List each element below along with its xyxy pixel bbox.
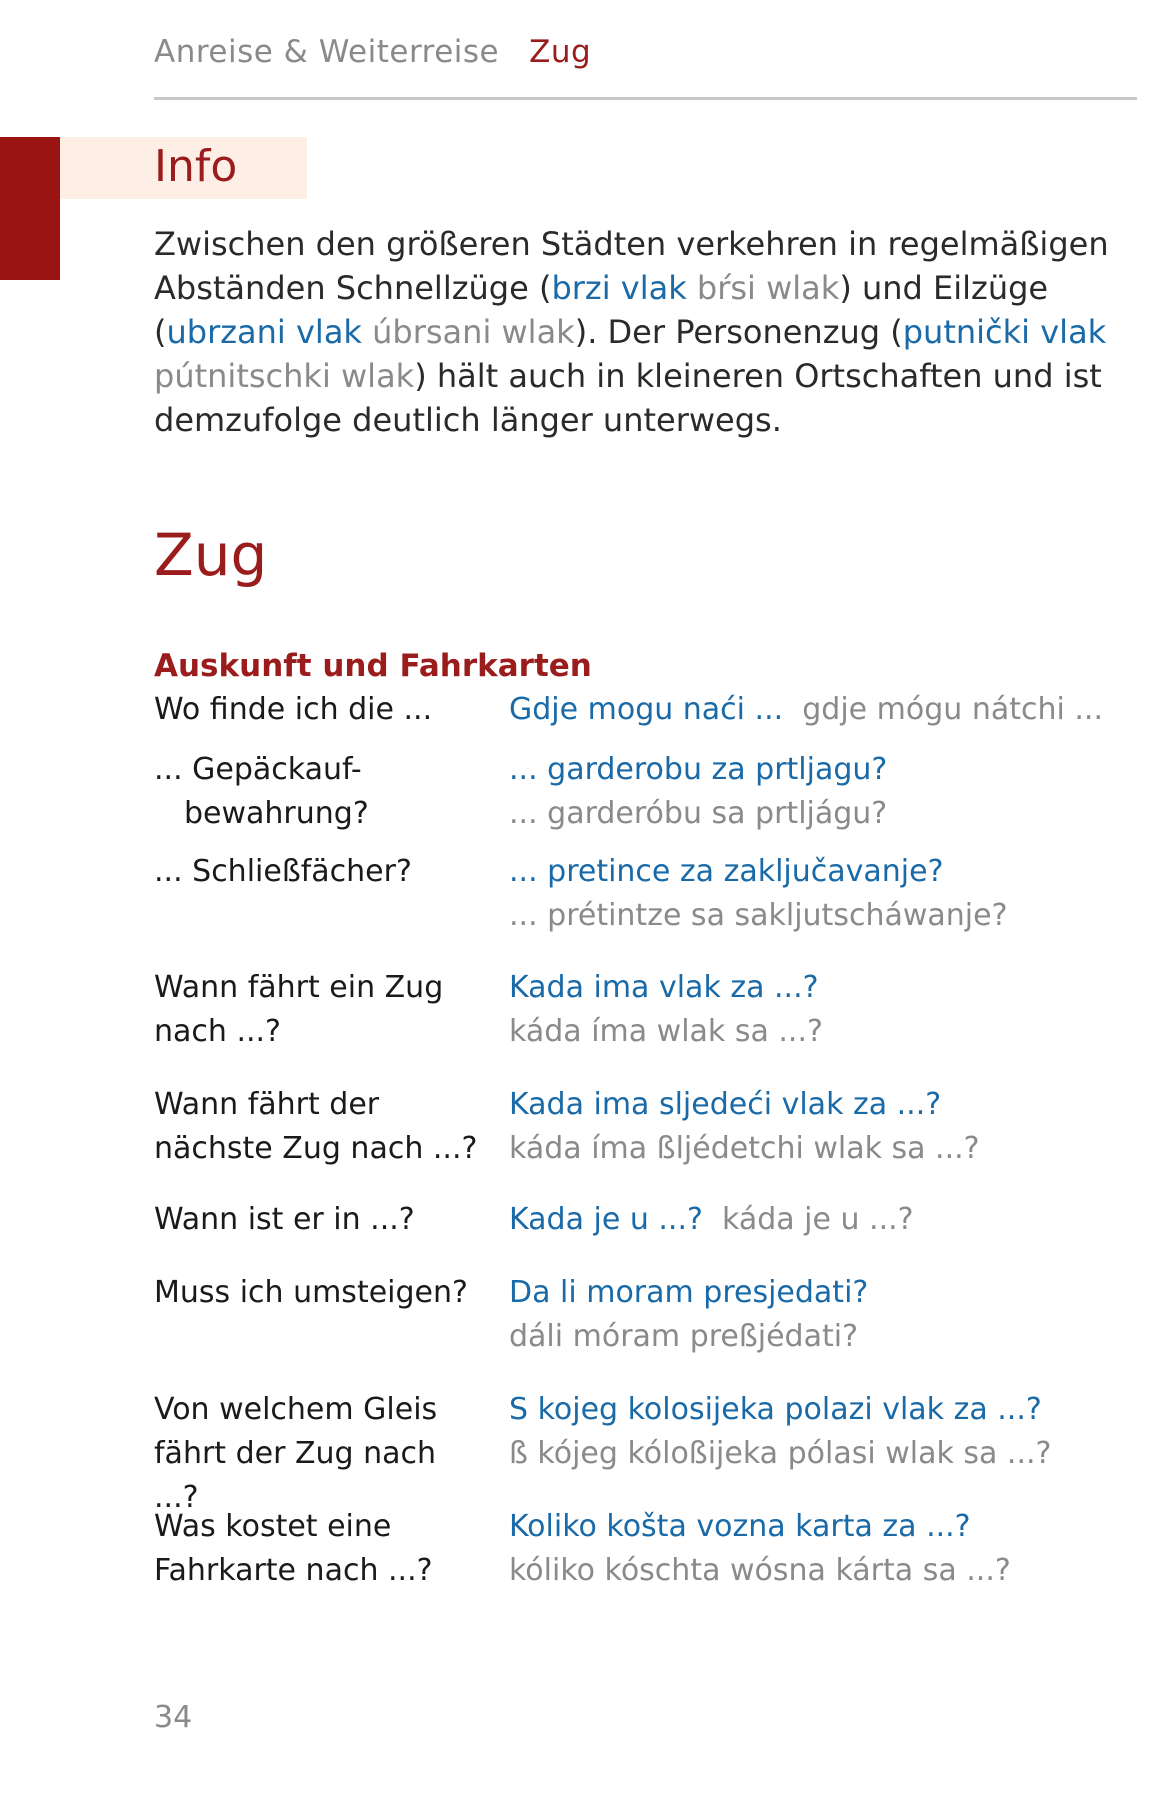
phrase-croatian: Kada je u ...? [509, 1202, 703, 1237]
header-topic: Zug [529, 34, 592, 70]
phrase-croatian: ... garderobu za prtljagu? [509, 752, 888, 787]
info-title: Info [154, 141, 238, 192]
header-rule [154, 97, 1137, 100]
info-pron-2: úbrsani wlak [361, 313, 575, 351]
phrase-pronunciation: káda íma ßljédetchi wlak sa ...? [509, 1131, 980, 1166]
info-red-tab [0, 137, 60, 280]
phrase-pronunciation: káda íma wlak sa ...? [509, 1014, 823, 1049]
phrase-pronunciation: ß kójeg kóloßijeka pólasi wlak sa ...? [509, 1436, 1052, 1471]
phrase-german-text: Wo finde ich die ... [154, 692, 433, 727]
phrase-german-line: Wann fährt der [154, 1087, 380, 1122]
phrase-german-line: fährt der Zug nach ...? [154, 1436, 437, 1515]
phrase-pronunciation: ... garderóbu sa prtljágu? [509, 796, 888, 831]
phrase-croatian-block [509, 1083, 1149, 1171]
phrase-croatian: Gdje mogu naći ... [509, 692, 784, 727]
phrase-croatian-block [509, 1271, 1149, 1359]
page-number: 34 [154, 1700, 193, 1735]
phrase-pronunciation: káda je u ...? [721, 1202, 914, 1237]
phrase-german-line: nach ...? [154, 1014, 281, 1049]
phrase-pronunciation: ... prétintze sa sakljutscháwanje? [509, 898, 1008, 933]
phrase-german [154, 1505, 484, 1593]
info-text [154, 222, 1114, 442]
info-croatian-2: ubrzani vlak [166, 313, 362, 351]
phrase-german [154, 1083, 484, 1171]
phrase-pronunciation: kóliko kóschta wósna kárta sa ...? [509, 1553, 1011, 1588]
phrase-german-text: ... Schließfächer? [154, 854, 412, 889]
phrase-croatian-block [509, 1388, 1149, 1476]
info-text-3: ). Der Personenzug ( [574, 313, 903, 351]
phrase-german [154, 1271, 484, 1315]
info-pron-3: pútnitschki wlak [154, 357, 415, 395]
running-header [154, 34, 591, 70]
phrase-german-line: ... Gepäckauf- [154, 752, 362, 787]
phrase-german-line: Wann fährt ein Zug [154, 970, 444, 1005]
info-croatian-1: brzi vlak [551, 269, 687, 307]
info-croatian-3: putnički vlak [902, 313, 1107, 351]
phrase-german-line: Was kostet eine [154, 1509, 392, 1544]
subheading: Auskunft und Fahrkarten [154, 648, 592, 684]
phrase-german-line: bewahrung? [184, 796, 369, 831]
phrase-croatian: Koliko košta vozna karta za ...? [509, 1509, 971, 1544]
phrase-croatian-block [509, 966, 1149, 1054]
info-text-1: Zwischen den größeren Städten verkehren in regelmäßigen Abständen Schnellzüge ( [154, 225, 1109, 307]
phrase-pronunciation: gdje mógu nátchi ... [802, 692, 1103, 727]
info-text-4: ) hält auch in kleineren Ortschaften und ist demzufolge deutlich länger unterwegs. [154, 357, 1102, 439]
phrase-german-line: nächste Zug nach ...? [154, 1131, 478, 1166]
phrase-german [154, 850, 484, 894]
phrase-croatian-block [509, 1505, 1149, 1593]
phrase-croatian-block [509, 688, 1149, 732]
section-title: Zug [154, 521, 268, 589]
phrase-german-text: Wann ist er in ...? [154, 1202, 415, 1237]
phrase-german [154, 1388, 484, 1520]
phrase-german [154, 966, 484, 1054]
info-pron-1: bŕsi wlak [686, 269, 840, 307]
phrase-croatian-block [509, 1198, 1149, 1242]
header-section: Anreise & Weiterreise [154, 34, 500, 70]
info-text-2: ) und Eilzüge ( [154, 269, 1049, 351]
phrase-german-line: Von welchem Gleis [154, 1392, 438, 1427]
phrase-german [154, 1198, 484, 1242]
phrase-croatian: Da li moram presjedati? [509, 1275, 869, 1310]
phrase-croatian: ... pretince za zaključavanje? [509, 854, 944, 889]
phrase-croatian: S kojeg kolosijeka polazi vlak za ...? [509, 1392, 1042, 1427]
phrase-german-line: Fahrkarte nach ...? [154, 1553, 433, 1588]
phrase-german-text: Muss ich umsteigen? [154, 1275, 468, 1310]
phrase-croatian-block [509, 748, 1149, 836]
phrase-german [154, 748, 484, 836]
phrase-german [154, 688, 484, 732]
phrase-croatian: Kada ima vlak za ...? [509, 970, 819, 1005]
phrase-pronunciation: dáli móram preßjédati? [509, 1319, 858, 1354]
phrase-croatian: Kada ima sljedeći vlak za ...? [509, 1087, 942, 1122]
phrase-croatian-block [509, 850, 1149, 938]
